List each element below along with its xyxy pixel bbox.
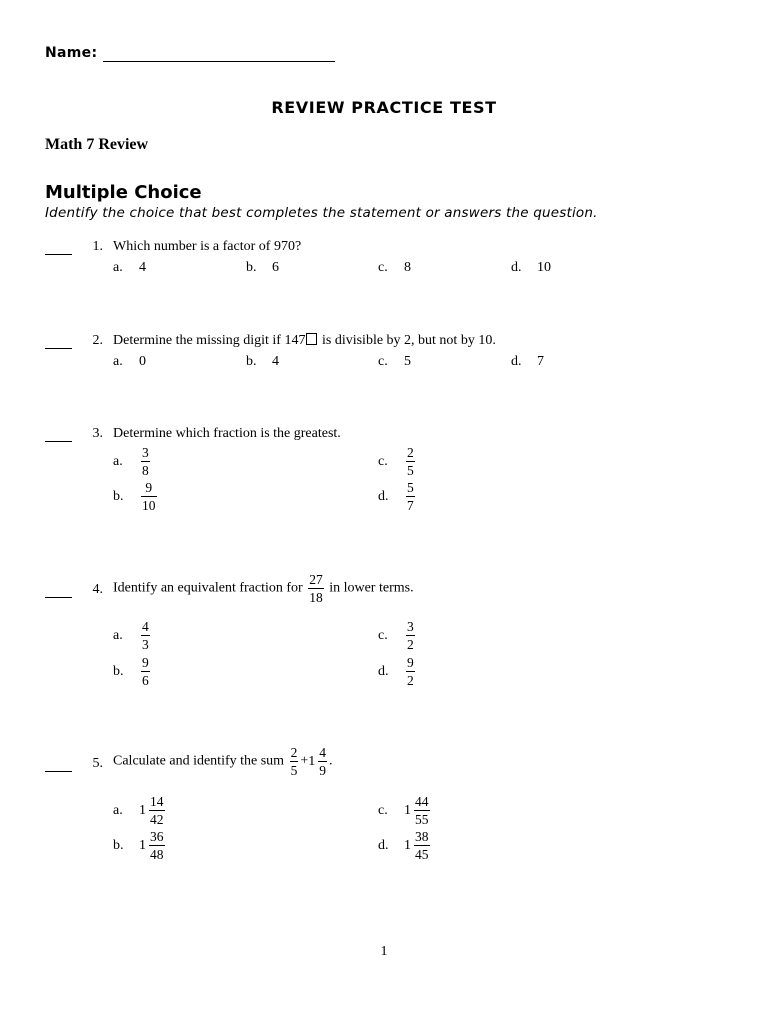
option-b: [113, 830, 167, 861]
denominator: 5: [290, 762, 298, 778]
section-heading: Multiple Choice: [45, 182, 202, 203]
option-d: [378, 656, 417, 687]
option-letter: b.: [246, 354, 257, 369]
missing-digit-box: [306, 333, 317, 345]
option-letter: a.: [113, 627, 123, 643]
numerator: 5: [407, 480, 414, 495]
option-value: 5: [404, 354, 411, 370]
option-letter: a.: [113, 802, 123, 818]
fraction: [406, 656, 415, 687]
option-a: [113, 260, 146, 276]
option-letter: d.: [511, 260, 522, 275]
option-b: [246, 260, 279, 276]
question-number: 3.: [92, 426, 103, 441]
option-b: [113, 656, 152, 687]
numerator: 9: [142, 655, 149, 670]
option-a: [113, 795, 167, 826]
fraction: [141, 656, 150, 687]
option-a: [113, 354, 146, 370]
question-number: 1.: [92, 239, 103, 254]
numerator: 4: [319, 745, 326, 760]
question-text-before: Identify an equivalent fraction for: [113, 580, 303, 596]
name-label: Name:: [45, 45, 98, 61]
option-d: [511, 354, 544, 370]
answer-blank[interactable]: [45, 771, 72, 772]
whole-number: 1: [139, 802, 146, 818]
fraction: [406, 446, 415, 477]
option-letter: b.: [113, 837, 124, 853]
fraction: [308, 573, 324, 604]
plus-operator: +: [300, 753, 309, 769]
option-value: 4: [139, 260, 146, 276]
question-text: [113, 333, 496, 349]
denominator: 2: [407, 672, 414, 688]
question-number: 5.: [92, 756, 103, 771]
option-letter: c.: [378, 354, 388, 369]
fraction: [141, 620, 150, 651]
question-text: [113, 573, 414, 604]
option-letter: a.: [113, 354, 123, 369]
numerator: 14: [150, 794, 164, 809]
option-c: [378, 446, 417, 477]
fraction: [414, 830, 430, 861]
option-c: [378, 260, 411, 276]
numerator: 4: [142, 619, 149, 634]
answer-blank[interactable]: [45, 441, 72, 442]
denominator: 55: [415, 811, 429, 827]
question-text-after: .: [328, 753, 333, 769]
option-value: 4: [272, 354, 279, 370]
option-value: 7: [537, 354, 544, 370]
denominator: 3: [142, 636, 149, 652]
denominator: 48: [150, 846, 164, 862]
option-a: [113, 620, 152, 651]
denominator: 45: [415, 846, 429, 862]
option-c: [378, 795, 432, 826]
answer-blank[interactable]: [45, 254, 72, 255]
option-letter: d.: [378, 837, 389, 853]
whole-number: 1: [404, 802, 411, 818]
option-a: [113, 446, 152, 477]
question-text: Determine which fraction is the greatest.: [113, 426, 341, 441]
fraction: [290, 746, 299, 777]
whole-number: 1: [308, 753, 316, 769]
fraction: [141, 446, 150, 477]
numerator: 2: [407, 445, 414, 460]
option-value: 0: [139, 354, 146, 370]
option-letter: d.: [511, 354, 522, 369]
fraction: [149, 830, 165, 861]
option-letter: c.: [378, 453, 388, 469]
option-c: [378, 620, 417, 651]
question-text-after: is divisible by 2, but not by 10.: [318, 333, 496, 348]
option-letter: c.: [378, 627, 388, 643]
option-letter: a.: [113, 260, 123, 275]
answer-blank[interactable]: [45, 348, 72, 349]
denominator: 7: [407, 497, 414, 513]
option-letter: b.: [246, 260, 257, 275]
page-subtitle: Math 7 Review: [45, 136, 149, 153]
numerator: 44: [415, 794, 429, 809]
question-text-before: Determine the missing digit if 147: [113, 333, 306, 348]
answer-blank[interactable]: [45, 597, 72, 598]
fraction: [149, 795, 165, 826]
fraction: [318, 746, 327, 777]
question-text: [113, 746, 332, 777]
fraction: [141, 481, 157, 512]
denominator: 10: [142, 497, 156, 513]
question-number: 2.: [92, 333, 103, 348]
option-letter: c.: [378, 802, 388, 818]
option-d: [378, 830, 432, 861]
numerator: 3: [407, 619, 414, 634]
numerator: 9: [407, 655, 414, 670]
question-text-after: in lower terms.: [329, 580, 414, 596]
numerator: 38: [415, 829, 429, 844]
option-letter: c.: [378, 260, 388, 275]
option-b: [113, 481, 159, 512]
denominator: 18: [309, 589, 323, 605]
numerator: 9: [145, 480, 153, 495]
option-c: [378, 354, 411, 370]
fraction: [414, 795, 430, 826]
whole-number: 1: [139, 837, 146, 853]
denominator: 5: [407, 462, 414, 478]
option-letter: d.: [378, 488, 389, 504]
page-number: 1: [380, 944, 388, 959]
option-letter: d.: [378, 663, 389, 679]
page-title: REVIEW PRACTICE TEST: [271, 98, 497, 117]
option-d: [511, 260, 551, 276]
question-text-before: Calculate and identify the sum: [113, 753, 285, 769]
option-d: [378, 481, 417, 512]
option-letter: a.: [113, 453, 123, 469]
numerator: 27: [309, 572, 323, 587]
section-instructions: Identify the choice that best completes the statement or answers the question.: [45, 205, 598, 221]
numerator: 36: [150, 829, 164, 844]
option-value: 8: [404, 260, 411, 276]
denominator: 6: [142, 672, 149, 688]
denominator: 2: [407, 636, 414, 652]
option-value: 10: [537, 260, 551, 276]
option-letter: b.: [113, 663, 124, 679]
numerator: 2: [290, 745, 298, 760]
fraction: [406, 620, 415, 651]
denominator: 9: [319, 762, 326, 778]
question-text: Which number is a factor of 970?: [113, 239, 302, 254]
option-value: 6: [272, 260, 279, 276]
whole-number: 1: [404, 837, 411, 853]
denominator: 42: [150, 811, 164, 827]
question-number: 4.: [92, 582, 103, 597]
numerator: 3: [142, 445, 149, 460]
option-letter: b.: [113, 488, 124, 504]
name-blank-line[interactable]: [103, 61, 335, 62]
fraction: [406, 481, 415, 512]
option-b: [246, 354, 279, 370]
denominator: 8: [142, 462, 149, 478]
